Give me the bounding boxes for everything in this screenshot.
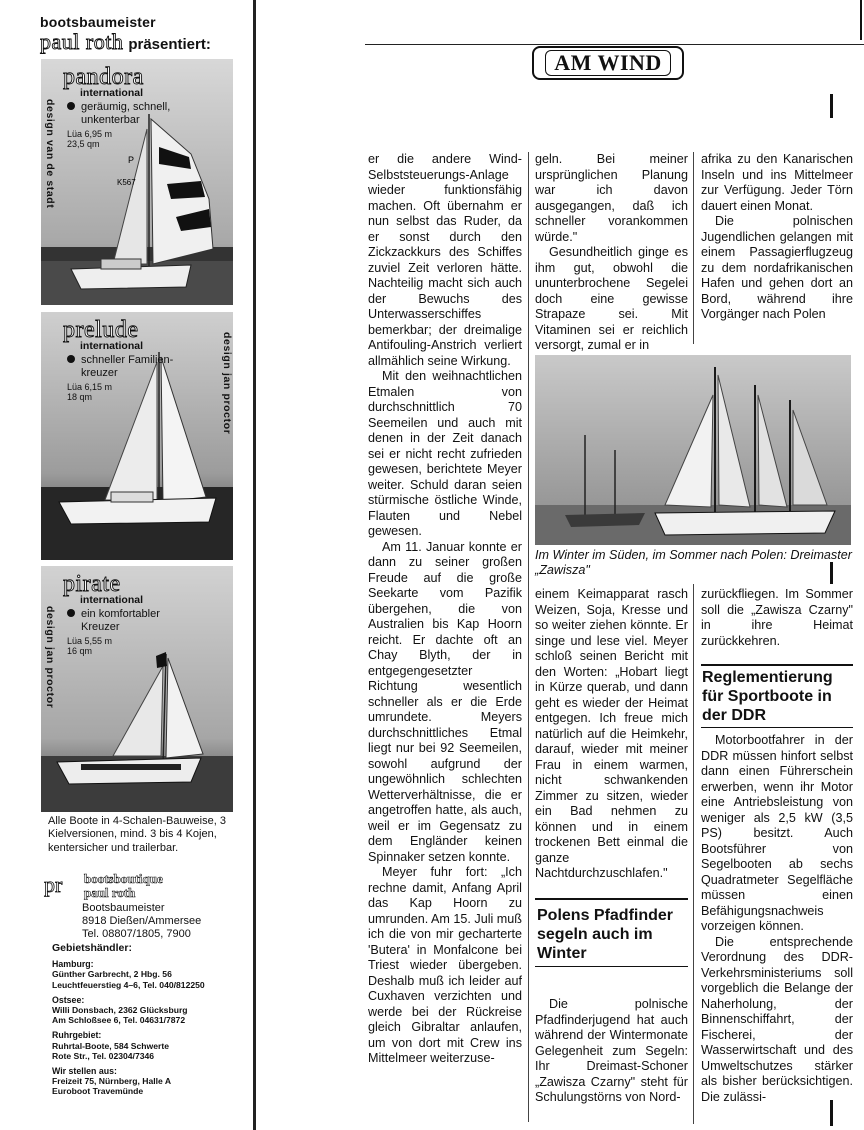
margin-mark [860,0,862,40]
header-rule [365,44,864,45]
boat-spec-prelude-length: Lüa 6,15 m [67,382,113,392]
ad-brand-line: bootsbaumeister [40,14,156,30]
boutique-name: bootsboutique paul roth [84,871,163,900]
boutique-address: Bootsbaumeister 8918 Dießen/Ammersee Tel. 08807/1805, 7900 [82,902,202,940]
paragraph: Die entsprechende Verordnung des DDR-Verkehrsministeriums soll vorgeblich die Belange der Naherholung, der Binnenschiffahrt, der Fischerei, der Wasserwirtschaft und des Umweltschutzes stärker als bisher berücksichtigen. Die zulässi- [701,934,853,1104]
paragraph: er die andere Wind-Selbststeuerungs-Anlage wieder funktionsfähig machen. Oft übernahm er nun selbst das Ruder, da er sonst durch den Zickzackkurs des Schiffes zuviel Zeit verloren hätte. Nachteilig macht sich auch der Bewuchs des Unterwasserschiffes bemerkbar; der dreimalige Antifouling-Anstrich verliert allmählich seine Wirkung. [368,152,522,368]
ad-presents: präsentiert: [128,36,211,53]
headline-reglementierung: Reglementierung für Sportboote in der DDR [702,669,833,724]
dealer-item: Hamburg: Günther Garbrecht, 2 Hbg. 56 Leuchtfeuerstieg 4–6, Tel. 040/812250 [52,959,205,990]
article-polens-text [535,997,688,1106]
headline-rule [535,898,688,900]
paragraph: Die polnische Pfadfinderjugend hat auch während der Wintermonate Gelegenheit zum Segeln: Ihr Dreimast-Schoner „Zawisza Czarny" steht für Schulungstörns von Nord- [535,997,688,1104]
boat-spec-pandora-length: Lüa 6,95 m [67,129,113,139]
dealer-item: Ostsee: Willi Donsbach, 2362 Glücksburg Am Schloßsee 6, Tel. 04631/7872 [52,994,188,1026]
paragraph: Motorbootfahrer in der DDR müssen hinfort selbst dann einen Führerschein erwerben, wenn ihr Motor eine Antriebsleistung von weniger als 2,5 kW (3,5 PS) besitzt. Auch Bootsführer von Segelbooten ab sechs Quadratmeter Segelfläche müssen einen Befähigungsnachweis vorzeigen können. [701,733,853,933]
paragraph: afrika zu den Kanarischen Inseln und ins Mittelmeer zur Verfügung. Jeder Törn dauert einen Monat. [701,152,853,213]
paragraph: zurückfliegen. Im Sommer soll die „Zawisza Czarny" in ihre Heimat zurückkehren. [701,587,853,648]
column-divider [693,584,694,1124]
boat-spec-pirate-length: Lüa 5,55 m [67,636,113,646]
schooner-photo [535,355,851,545]
boat-sub-prelude: international [80,340,144,352]
dealers-heading: Gebietshändler: [52,942,132,954]
sail-number-k567: K567 [117,178,136,187]
ad-divider [253,0,256,1130]
margin-mark [830,1100,833,1126]
sail-number-p: P [128,155,135,165]
boat-feature-pandora: geräumig, schnell, unkenterbar [67,101,201,127]
paragraph: Am 11. Januar konnte er dann zu seiner großen Freude auf die große Seekarte vom Pazifik übergehen, die von Australien bis Kap Hoorn reicht. Er dachte oft an Chay Blyth, der in entgegengesetzter Richtung wesentlich schneller als er die Erde umrundete. Meyers durchschnittliches Etmal liegt nur bei 92 Seemeilen, sowohl aufgrund der ungewöhnlich schlechten Wetterverhältnisse, die er angetroffen hatte, als auch, weil er im Gegensatz zu dem Engländer keinen Spinnaker setzen konnte. [368,539,522,864]
dealer-item: Ruhrgebiet: Ruhrtal-Boote, 584 Schwerte Rote Str., Tel. 02304/7346 [52,1030,169,1061]
column-divider [528,152,529,1122]
margin-mark [830,94,833,118]
pr-logo: pr [44,872,63,897]
margin-mark [830,562,833,584]
bullet-icon [67,355,75,363]
ad-all-boats-text: Alle Boote in 4-Schalen-Bauweise, 3 Kielversionen, mind. 3 bis 4 Kojen, kentersicher und trailerbar. [48,815,226,854]
boat-designer-pandora: design van de stadt [44,99,56,209]
section-masthead [532,46,684,80]
paragraph: einem Keimapparat rasch Weizen, Soja, Kresse und so weiter ziehen könnte. Er singe und lese viel. Meyer schloß seinen Bericht mit den Worten: „Hobart liegt in Kürze querab, und dann geht es wieder der Heimat entgegen. Ich freue mich natürlich auf die Heimkehr, darauf, wieder mit meiner Frau in einem warmen, nicht schwankenden Zimmer zu sitzen, wieder ein Bad nehmen zu können und in einem trockenen Bett einmal die ganze Nachtdurchzuschlafen." [535,587,688,880]
boat-spec-prelude-sail: 18 qm [67,392,93,402]
boat-designer-pirate: design jan proctor [44,606,56,709]
article-column-2 [535,152,688,354]
article-column-2-lower [535,587,688,882]
boat-spec-pandora-sail: 23,5 qm [67,139,100,149]
photo-caption: Im Winter im Süden, im Sommer nach Polen: Dreimaster „Zawisza" [535,548,852,577]
boat-name-pandora: pandora [63,64,144,90]
bullet-icon [67,609,75,617]
article-column-3-lower [701,587,853,649]
ad-brand-name: paul roth [40,29,124,54]
boat-sub-pirate: international [80,594,144,606]
article-column-1 [368,152,522,1067]
boat-feature-pirate: ein komfortabler Kreuzer [67,608,201,634]
headline-polens: Polens Pfadfinder segeln auch im Winter [537,907,674,962]
schooner-illustration [535,355,851,545]
paragraph: Mit den weihnachtlichen Etmalen von durchschnittlich 70 Seemeilen und auch mit denen in der Zeit danach sei er nicht recht zufrieden gewesen, berichtete Meyer weiter. Schuld daran seien stürmische östliche Winde, Flauten und Nebel gewesen. [368,369,522,538]
paragraph: Gesundheitlich ginge es ihm gut, obwohl die ununterbrochene Segelei doch eine gewisse Strapaze sei. Mit Vitaminen sei er reichlich versorgt, zumal er in [535,245,688,352]
boat-panel-pirate [41,566,233,812]
boat-panel-pandora [41,59,233,305]
masthead-title: AM WIND [545,50,671,76]
paragraph: geln. Bei meiner ursprünglichen Planung war ich davon ausgegangen, daß ich schneller vorankommen würde." [535,152,688,244]
paragraph: Die polnischen Jugendlichen gelangen mit einem Passagierflugzeug zu dem nordafrikanischen Hafen und gehen dort an Bord, während ihre Vorgänger nach Polen [701,214,853,321]
boat-spec-pirate-sail: 16 qm [67,646,93,656]
paragraph: Meyer fuhr fort: „Ich rechne damit, Anfang April das Kap Hoorn zu umrunden. Am 15. Juli muß ich die von mir gecharterte 'Butera' in Monfalcone bei Triest wieder übergeben. Deshalb muß ich leider auf Cuxhaven verzichten und werde bei der Rückreise gleich Gibraltar anlaufen, um von dort mit Crew ins Mittelmeer weiterzuse- [368,865,522,1065]
boat-designer-prelude: design jan proctor [221,332,233,435]
headline-rule [701,727,853,728]
bullet-icon [67,102,75,110]
dealer-item: Wir stellen aus: Freizeit 75, Nürnberg, Halle A Euroboot Travemünde [52,1066,172,1097]
boat-sub-pandora: international [80,87,144,99]
headline-rule [701,664,853,666]
article-column-3 [701,152,853,323]
boat-name-prelude: prelude [63,317,139,343]
boat-feature-prelude: schneller Familien-kreuzer [67,354,201,380]
article-ddr-text [701,733,853,1105]
column-divider [693,152,694,344]
boat-name-pirate: pirate [63,571,121,597]
dealer-list [52,943,242,1102]
boat-panel-prelude [41,312,233,560]
ad-header [40,14,245,53]
headline-rule [535,966,688,967]
